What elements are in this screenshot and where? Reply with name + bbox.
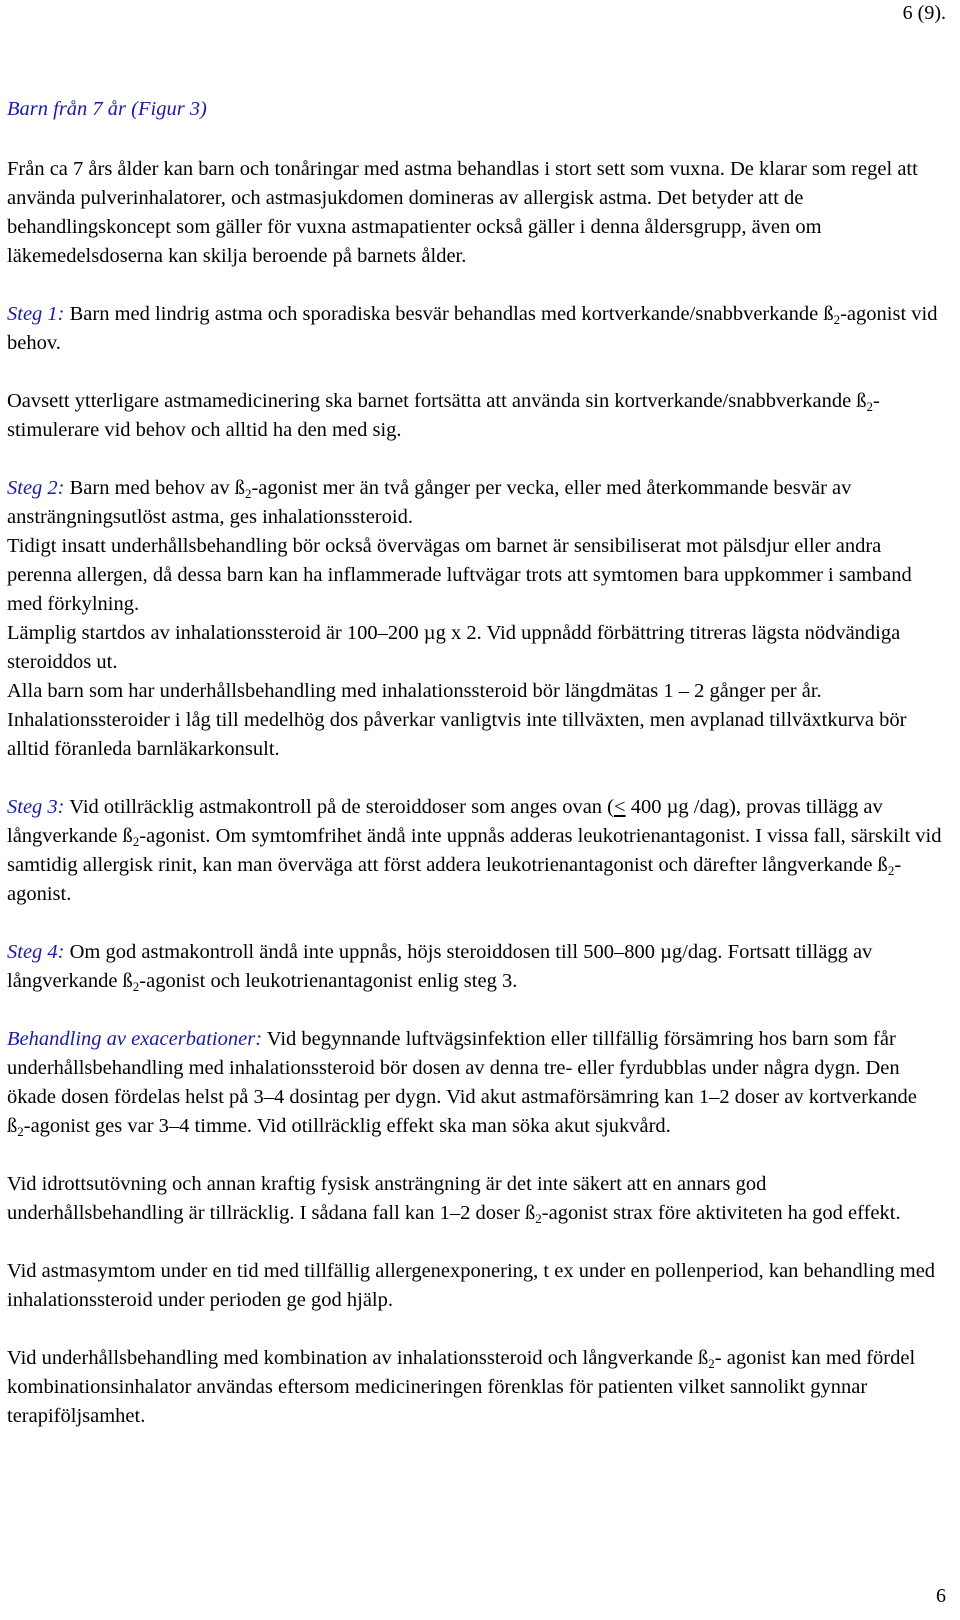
- step2-growth-paragraph: Alla barn som har underhållsbehandling med inhalationssteroid bör längdmätas 1 – 2 gånger per år. Inhalationssteroider i låg till medelhög dos påverkar vanligtvis inte tillväxten, men avplanad tillväxtkurva bör alltid föranleda barnläkarkonsult.: [7, 680, 907, 760]
- less-or-equal-symbol: <: [614, 796, 626, 818]
- combination-paragraph: [7, 1344, 942, 1431]
- step4-paragraph: [7, 938, 942, 996]
- combination-text-b: - agonist kan med fördel kombinationsinhalator användas eftersom medicineringen förenklas för patienten vilket sannolikt gynnar terapiföljsamhet.: [7, 1347, 916, 1427]
- step1-text-b: -agonist vid behov.: [7, 303, 938, 354]
- step3-subscript-2: 2: [887, 863, 895, 878]
- step2-label: Steg 2:: [7, 477, 65, 499]
- step4-label: Steg 4:: [7, 941, 65, 963]
- step3-label: Steg 3:: [7, 796, 65, 818]
- exacerbation-label: Behandling av exacerbationer:: [7, 1028, 263, 1050]
- page-number-footer: 6: [936, 1585, 946, 1607]
- intro-paragraph: Från ca 7 års ålder kan barn och tonåringar med astma behandlas i stort sett som vuxna. De klarar som regel att använda pulverinhalatorer, och astmasjukdomen domineras av allergisk astma. Det betyder att de behandlingskoncept som gäller för vuxna astmapatienter också gäller i denna åldersgrupp, även om läkemedelsdoserna kan skilja beroende på barnets ålder.: [7, 158, 918, 267]
- step1-followup-subscript: 2: [866, 399, 874, 414]
- exercise-text-b: -agonist strax före aktiviteten ha god effekt.: [541, 1202, 901, 1224]
- exacerbation-subscript: 2: [17, 1124, 24, 1139]
- exercise-paragraph: [7, 1170, 942, 1228]
- exercise-text-a: Vid idrottsutövning och annan kraftig fysisk ansträngning är det inte säkert att en annars god underhållsbehandling är tillräcklig. I sådana fall kan 1–2 doser ß: [7, 1173, 767, 1224]
- exercise-subscript: 2: [535, 1211, 542, 1226]
- step3-text-d: -agonist.: [7, 854, 902, 905]
- step3-subscript-1: 2: [132, 834, 140, 849]
- combination-text-a: Vid underhållsbehandling med kombination av inhalationssteroid och långverkande ß: [7, 1347, 709, 1369]
- step1-followup-text-b: -stimulerare vid behov och alltid ha den med sig.: [7, 390, 880, 441]
- step3-text-c: -agonist. Om symtomfrihet ändå inte uppnås adderas leukotrienantagonist. I vissa fall, särskilt vid samtidig allergisk rinit, kan man överväga att först addera leukotrienantagonist och därefter långverkande ß: [7, 825, 942, 876]
- step2-subscript: 2: [244, 486, 252, 501]
- step1-paragraph: [7, 300, 942, 358]
- step1-followup-paragraph: [7, 387, 942, 445]
- allergen-paragraph: Vid astmasymtom under en tid med tillfällig allergenexponering, t ex under en pollenperiod, kan behandling med inhalationssteroid under perioden ge god hjälp.: [7, 1260, 936, 1311]
- step3-paragraph: [7, 793, 942, 909]
- step2-dose-paragraph: Lämplig startdos av inhalationssteroid är 100–200 µg x 2. Vid uppnådd förbättring titreras lägsta nödvändiga steroiddos ut.: [7, 622, 901, 673]
- step4-text-a: Om god astmakontroll ändå inte uppnås, höjs steroiddosen till 500–800 µg/dag. Fortsatt tillägg av långverkande ß: [7, 941, 873, 992]
- step1-followup-text-a: Oavsett ytterligare astmamedicinering ska barnet fortsätta att använda sin kortverkande/snabbverkande ß: [7, 390, 867, 412]
- step4-subscript: 2: [132, 979, 140, 994]
- step1-label: Steg 1:: [7, 303, 65, 325]
- page-number-header: 6 (9).: [902, 2, 946, 24]
- step1-subscript: 2: [833, 312, 841, 327]
- step2-text-a: Barn med behov av ß: [64, 477, 245, 499]
- exacerbation-text-b: -agonist ges var 3–4 timme. Vid otillräcklig effekt ska man söka akut sjukvård.: [23, 1115, 671, 1137]
- step2-sensitization-paragraph: Tidigt insatt underhållsbehandling bör också övervägas om barnet är sensibiliserat mot pälsdjur eller andra perenna allergen, då dessa barn kan ha inflammerade luftvägar trots att symtomen bara uppkommer i samband med förkylning.: [7, 535, 912, 615]
- step1-text-a: Barn med lindrig astma och sporadiska besvär behandlas med kortverkande/snabbverkande ß: [64, 303, 834, 325]
- section-heading: Barn från 7 år (Figur 3): [7, 98, 207, 120]
- document-body: [7, 95, 942, 1431]
- exacerbation-paragraph: [7, 1025, 942, 1141]
- step4-text-b: -agonist och leukotrienantagonist enlig steg 3.: [139, 970, 518, 992]
- step3-text-a: Vid otillräcklig astmakontroll på de steroiddoser som anges ovan (: [64, 796, 614, 818]
- step2-text-b: -agonist mer än två gånger per vecka, eller med återkommande besvär av ansträngningsutlöst astma, ges inhalationssteroid.: [7, 477, 852, 528]
- step3-text-b: 400 µg /dag), provas tillägg av långverkande ß: [7, 796, 883, 847]
- step2-paragraph: [7, 474, 942, 532]
- exacerbation-text-a: Vid begynnande luftvägsinfektion eller tillfällig försämring hos barn som får underhållsbehandling med inhalationssteroid bör dosen av denna tre- eller fyrdubblas under några dygn. Den ökade dosen fördelas helst på 3–4 dosintag per dygn. Vid akut astmaförsämring kan 1–2 doser av kortverkande ß: [7, 1028, 917, 1137]
- combination-subscript: 2: [708, 1356, 715, 1371]
